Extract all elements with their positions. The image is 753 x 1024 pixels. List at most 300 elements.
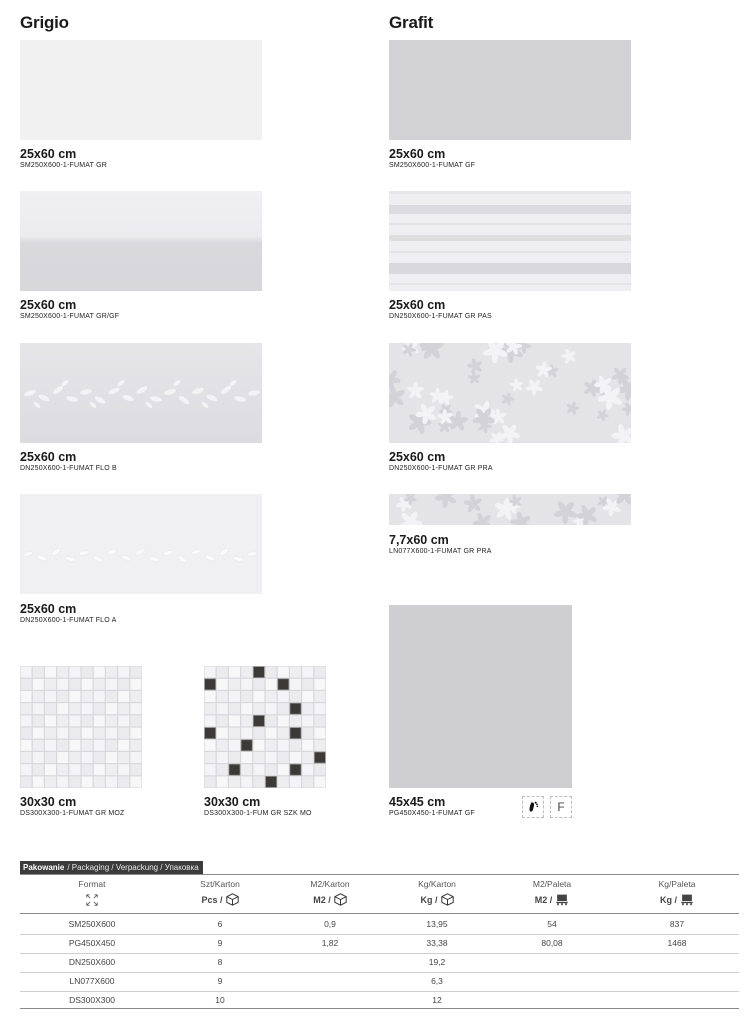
mosaic-chip	[118, 752, 129, 763]
packaging-header	[20, 861, 203, 874]
mosaic-chip	[253, 776, 264, 787]
mosaic-chip	[57, 715, 68, 726]
tile-grafit-stripes	[389, 191, 631, 291]
mosaic-chip	[130, 703, 141, 714]
mosaic-chip	[278, 752, 289, 763]
mosaic-chip	[278, 740, 289, 751]
flower-motif	[566, 401, 580, 415]
m2-box-unit	[270, 893, 390, 906]
table-cell: 12	[432, 995, 442, 1005]
flower-motif	[406, 382, 424, 399]
mosaic-chip	[106, 679, 117, 690]
table-row-format: SM250X600	[68, 919, 116, 929]
table-cell: 80,08	[541, 938, 563, 948]
tile-grafit-listello	[389, 494, 631, 525]
mosaic-chip	[106, 764, 117, 775]
mosaic-chip	[205, 691, 216, 702]
mosaic-chip	[130, 691, 141, 702]
tile-grigio-flower-b	[20, 343, 262, 443]
table-cell: 9	[217, 938, 223, 948]
mosaic-chip	[229, 679, 240, 690]
mosaic-chip	[205, 764, 216, 775]
caption-grafit-stripes	[389, 298, 492, 322]
col-header-m2-box: M2/Karton	[310, 879, 350, 889]
mosaic-glass-chip	[253, 667, 264, 678]
mosaic-chip	[229, 691, 240, 702]
mosaic-chip	[69, 679, 80, 690]
mosaic-chip	[278, 715, 289, 726]
mosaic-chip	[229, 752, 240, 763]
box-icon	[441, 893, 454, 906]
mosaic-chip	[241, 728, 252, 739]
mosaic-chip	[278, 703, 289, 714]
format-unit	[32, 893, 152, 907]
mosaic-chip	[266, 740, 277, 751]
mosaic-chip	[229, 776, 240, 787]
flower-motif	[389, 385, 406, 409]
mosaic-chip	[94, 679, 105, 690]
mosaic-chip	[118, 667, 129, 678]
mosaic-chip	[57, 667, 68, 678]
mosaic-chip	[302, 703, 313, 714]
table-cell: 54	[547, 919, 557, 929]
tile-code: SM250X600-1-FUMAT GF	[389, 162, 476, 169]
tile-code: SM250X600-1-FUMAT GR/GF	[20, 313, 120, 320]
mosaic-chip	[69, 764, 80, 775]
mosaic-chip	[314, 764, 325, 775]
kg-pallet-unit	[617, 893, 737, 906]
box-icon	[226, 893, 239, 906]
mosaic-chip	[290, 776, 301, 787]
row-divider	[20, 972, 739, 973]
mosaic-chip	[94, 752, 105, 763]
pallet-icon	[555, 893, 569, 906]
mosaic-chip	[253, 740, 264, 751]
mosaic-chip	[253, 752, 264, 763]
mosaic-chip	[106, 703, 117, 714]
mosaic-chip	[33, 703, 44, 714]
mosaic-chip	[130, 752, 141, 763]
col-header-m2-pallet: M2/Paleta	[532, 879, 572, 889]
mosaic-chip	[314, 679, 325, 690]
mosaic-chip	[69, 728, 80, 739]
flower-motif	[561, 348, 577, 364]
tile-size: 7,7x60 cm	[389, 533, 449, 547]
tile-code: PG450X450-1-FUMAT GF	[389, 810, 475, 817]
flower-motif	[501, 392, 514, 406]
mosaic-glass-chip	[253, 715, 264, 726]
mosaic-chip	[118, 728, 129, 739]
mosaic-glass-chip	[205, 728, 216, 739]
tile-grafit-floral	[389, 343, 631, 443]
mosaic-chip	[217, 667, 228, 678]
caption-mosaic-glass	[204, 795, 312, 819]
grigio-title: Grigio	[20, 13, 69, 32]
flower-motif	[596, 409, 609, 422]
mosaic-chip	[21, 715, 32, 726]
mosaic-chip	[302, 740, 313, 751]
mosaic-chip	[82, 703, 93, 714]
mosaic-chip	[290, 679, 301, 690]
mosaic-chip	[45, 776, 56, 787]
mosaic-chip	[118, 764, 129, 775]
caption-mosaic-grid	[20, 795, 125, 819]
mosaic-chip	[57, 691, 68, 702]
mosaic-chip	[278, 764, 289, 775]
mosaic-chip	[241, 764, 252, 775]
mosaic-chip	[217, 776, 228, 787]
mosaic-chip	[217, 715, 228, 726]
mosaic-chip	[302, 667, 313, 678]
mosaic-chip	[314, 728, 325, 739]
flower-motif	[435, 494, 458, 508]
mosaic-chip	[314, 776, 325, 787]
tile-size: 30x30 cm	[204, 795, 261, 809]
mosaic-chip	[217, 679, 228, 690]
mosaic-chip	[45, 667, 56, 678]
mosaic-chip	[217, 740, 228, 751]
mosaic-chip	[33, 776, 44, 787]
flower-motif	[525, 379, 543, 396]
mosaic-chip	[266, 691, 277, 702]
mosaic-chip	[94, 776, 105, 787]
mosaic-chip	[241, 667, 252, 678]
mosaic-chip	[33, 764, 44, 775]
mosaic-chip	[45, 703, 56, 714]
tile-code: DN250X600-1-FUMAT FLO B	[20, 465, 117, 472]
mosaic-chip	[106, 667, 117, 678]
mosaic-chip	[314, 715, 325, 726]
mosaic-chip	[82, 691, 93, 702]
mosaic-glass-chip	[205, 679, 216, 690]
mosaic-chip	[94, 764, 105, 775]
mosaic-chip	[130, 715, 141, 726]
tile-grigio-grafit-duo	[20, 191, 262, 291]
mosaic-chip	[82, 776, 93, 787]
mosaic-chip	[130, 667, 141, 678]
table-cell: 9	[217, 976, 223, 986]
mosaic-chip	[57, 728, 68, 739]
mosaic-chip	[130, 728, 141, 739]
flower-motif	[510, 378, 524, 392]
table-cell: 0,9	[324, 919, 336, 929]
tile-grigio-plain	[20, 40, 262, 140]
mosaic-glass-chip	[278, 679, 289, 690]
mosaic-chip	[33, 691, 44, 702]
mosaic-chip	[266, 764, 277, 775]
table-top-rule	[20, 874, 739, 875]
table-cell: 33,38	[426, 938, 448, 948]
tile-code: DS300X300-1-FUMAT GR MOZ	[20, 810, 125, 817]
mosaic-chip	[118, 679, 129, 690]
table-cell: 6,3	[431, 976, 443, 986]
mosaic-chip	[130, 764, 141, 775]
mosaic-chip	[118, 740, 129, 751]
unit-text: Pcs /	[201, 894, 223, 905]
mosaic-chip	[314, 740, 325, 751]
mosaic-chip	[266, 667, 277, 678]
box-icon	[334, 893, 347, 906]
row-divider	[20, 991, 739, 992]
caption-grigio-grafit-duo	[20, 298, 119, 322]
mosaic-chip	[82, 715, 93, 726]
mosaic-chip	[106, 752, 117, 763]
mosaic-chip	[45, 691, 56, 702]
mosaic-chip	[302, 776, 313, 787]
mosaic-chip	[229, 740, 240, 751]
mosaic-chip	[94, 715, 105, 726]
mosaic-chip	[266, 752, 277, 763]
mosaic-chip	[314, 691, 325, 702]
mosaic-chip	[217, 703, 228, 714]
mosaic-chip	[205, 752, 216, 763]
mosaic-glass-chip	[229, 764, 240, 775]
mosaic-chip	[217, 752, 228, 763]
pcs-box-unit	[160, 893, 280, 906]
mosaic-chip	[278, 728, 289, 739]
table-cell: 1468	[667, 938, 687, 948]
mosaic-chip	[45, 728, 56, 739]
kg-box-unit	[377, 893, 497, 906]
mosaic-chip	[45, 740, 56, 751]
unit-text: Kg /	[660, 894, 677, 905]
table-cell: 837	[669, 919, 685, 929]
row-divider	[20, 953, 739, 954]
table-row-format: LN077X600	[69, 976, 115, 986]
mosaic-chip	[241, 776, 252, 787]
mosaic-chip	[106, 715, 117, 726]
tile-size: 25x60 cm	[389, 298, 446, 312]
mosaic-chip	[314, 703, 325, 714]
frost-resistance-symbol: F	[550, 796, 572, 818]
tile-grafit-floor	[389, 605, 572, 788]
mosaic-chip	[241, 679, 252, 690]
table-cell: 8	[217, 957, 223, 967]
mosaic-chip	[33, 667, 44, 678]
table-cell: 1,82	[321, 938, 339, 948]
packaging-translations: / Packaging / Verpackung / Упаковка	[67, 861, 202, 874]
table-cell: 19,2	[428, 957, 446, 967]
mosaic-chip	[253, 703, 264, 714]
mosaic-chip	[106, 691, 117, 702]
caption-grigio-flower-b	[20, 450, 117, 474]
caption-grafit-floral	[389, 450, 493, 474]
mosaic-chip	[130, 740, 141, 751]
mosaic-chip	[69, 691, 80, 702]
mosaic-chip	[253, 728, 264, 739]
mosaic-chip	[57, 752, 68, 763]
unit-text: M2 /	[313, 894, 331, 905]
table-row-format: PG450X450	[68, 938, 116, 948]
mosaic-glass-chip	[241, 740, 252, 751]
mosaic-chip	[33, 740, 44, 751]
table-cell: 13,95	[426, 919, 448, 929]
mosaic-glass-chip	[314, 752, 325, 763]
mosaic-chip	[290, 691, 301, 702]
tile-size: 25x60 cm	[20, 450, 77, 464]
arrows-expand-icon	[85, 893, 99, 907]
mosaic-chip	[130, 679, 141, 690]
mosaic-chip	[253, 679, 264, 690]
mosaic-chip	[229, 703, 240, 714]
mosaic-chip	[278, 691, 289, 702]
tile-mosaic-grid	[20, 666, 142, 788]
table-bottom-rule	[20, 1008, 739, 1009]
mosaic-chip	[21, 776, 32, 787]
flower-motif	[621, 402, 631, 416]
mosaic-chip	[94, 740, 105, 751]
tile-size: 25x60 cm	[20, 602, 77, 616]
tile-size: 25x60 cm	[389, 147, 446, 161]
packaging-label: Pakowanie	[20, 861, 67, 874]
caption-grafit-listello	[389, 533, 492, 557]
mosaic-chip	[33, 728, 44, 739]
mosaic-chip	[82, 752, 93, 763]
mosaic-chip	[229, 715, 240, 726]
mosaic-chip	[69, 667, 80, 678]
mosaic-chip	[241, 752, 252, 763]
mosaic-chip	[106, 740, 117, 751]
mosaic-glass-chip	[290, 764, 301, 775]
mosaic-chip	[45, 715, 56, 726]
tile-grafit-plain	[389, 40, 631, 140]
tile-code: SM250X600-1-FUMAT GR	[20, 162, 107, 169]
mosaic-chip	[205, 776, 216, 787]
flower-motif	[467, 358, 483, 375]
flower-motif	[510, 511, 531, 525]
mosaic-chip	[69, 752, 80, 763]
mosaic-glass-chip	[290, 703, 301, 714]
caption-grafit-floor	[389, 795, 475, 819]
mosaic-chip	[33, 752, 44, 763]
mosaic-chip	[314, 667, 325, 678]
flower-motif	[467, 371, 480, 384]
mosaic-chip	[82, 740, 93, 751]
unit-text: M2 /	[534, 894, 553, 905]
flower-motif	[463, 494, 483, 513]
mosaic-chip	[69, 703, 80, 714]
mosaic-chip	[217, 728, 228, 739]
flower-motif	[398, 510, 423, 525]
mosaic-chip	[33, 679, 44, 690]
tile-code: DS300X300-1-FUM GR SZK MO	[204, 810, 312, 817]
mosaic-chip	[253, 764, 264, 775]
mosaic-chip	[57, 776, 68, 787]
mosaic-chip	[118, 703, 129, 714]
footprint-icon	[522, 796, 544, 818]
mosaic-chip	[205, 667, 216, 678]
col-header-pcs-box: Szt/Karton	[200, 879, 240, 889]
table-row-format: DN250X600	[68, 957, 116, 967]
mosaic-chip	[69, 715, 80, 726]
mosaic-chip	[229, 667, 240, 678]
tile-size: 45x45 cm	[389, 795, 446, 809]
mosaic-chip	[241, 715, 252, 726]
row-divider	[20, 934, 739, 935]
mosaic-glass-chip	[266, 776, 277, 787]
table-cell: 6	[217, 919, 223, 929]
mosaic-chip	[45, 679, 56, 690]
mosaic-chip	[21, 703, 32, 714]
pallet-icon	[680, 893, 694, 906]
mosaic-chip	[57, 740, 68, 751]
tile-size: 30x30 cm	[20, 795, 77, 809]
mosaic-chip	[302, 728, 313, 739]
mosaic-chip	[290, 667, 301, 678]
mosaic-chip	[94, 703, 105, 714]
mosaic-chip	[217, 764, 228, 775]
mosaic-chip	[21, 764, 32, 775]
mosaic-chip	[229, 728, 240, 739]
tile-size: 25x60 cm	[389, 450, 446, 464]
mosaic-chip	[118, 776, 129, 787]
m2-pallet-unit	[492, 893, 612, 906]
mosaic-chip	[205, 740, 216, 751]
flower-motif	[611, 423, 631, 443]
mosaic-chip	[118, 715, 129, 726]
mosaic-chip	[45, 752, 56, 763]
mosaic-chip	[266, 679, 277, 690]
tile-code: LN077X600-1-FUMAT GR PRA	[389, 548, 492, 555]
mosaic-chip	[21, 691, 32, 702]
mosaic-chip	[217, 691, 228, 702]
caption-grafit-plain	[389, 147, 475, 171]
mosaic-chip	[94, 728, 105, 739]
mosaic-chip	[290, 740, 301, 751]
mosaic-chip	[241, 691, 252, 702]
mosaic-chip	[278, 667, 289, 678]
tile-grigio-flower-a	[20, 494, 262, 594]
col-header-format: Format	[78, 879, 106, 889]
caption-grigio-plain	[20, 147, 107, 171]
unit-text: Kg /	[420, 894, 438, 905]
mosaic-chip	[302, 715, 313, 726]
tile-size: 25x60 cm	[20, 147, 77, 161]
mosaic-chip	[57, 679, 68, 690]
mosaic-chip	[106, 728, 117, 739]
mosaic-chip	[21, 752, 32, 763]
mosaic-chip	[302, 691, 313, 702]
col-header-kg-pallet: Kg/Paleta	[658, 879, 696, 889]
mosaic-chip	[278, 776, 289, 787]
mosaic-chip	[82, 764, 93, 775]
flower-motif	[583, 379, 601, 398]
mosaic-chip	[130, 776, 141, 787]
caption-grigio-flower-a	[20, 602, 117, 626]
mosaic-chip	[106, 776, 117, 787]
table-header-rule	[20, 913, 739, 914]
table-row-format: DS300X300	[69, 995, 115, 1005]
mosaic-chip	[253, 691, 264, 702]
mosaic-chip	[302, 679, 313, 690]
mosaic-chip	[302, 752, 313, 763]
mosaic-chip	[45, 764, 56, 775]
mosaic-chip	[82, 679, 93, 690]
mosaic-chip	[241, 703, 252, 714]
mosaic-chip	[94, 667, 105, 678]
col-header-kg-box: Kg/Karton	[418, 879, 456, 889]
mosaic-chip	[205, 715, 216, 726]
mosaic-chip	[266, 715, 277, 726]
grafit-title: Grafit	[389, 13, 434, 32]
tile-size: 25x60 cm	[20, 298, 77, 312]
mosaic-chip	[21, 728, 32, 739]
mosaic-chip	[69, 740, 80, 751]
mosaic-glass-chip	[290, 728, 301, 739]
mosaic-chip	[266, 728, 277, 739]
mosaic-chip	[290, 715, 301, 726]
tile-code: DN250X600-1-FUMAT FLO A	[20, 617, 117, 624]
